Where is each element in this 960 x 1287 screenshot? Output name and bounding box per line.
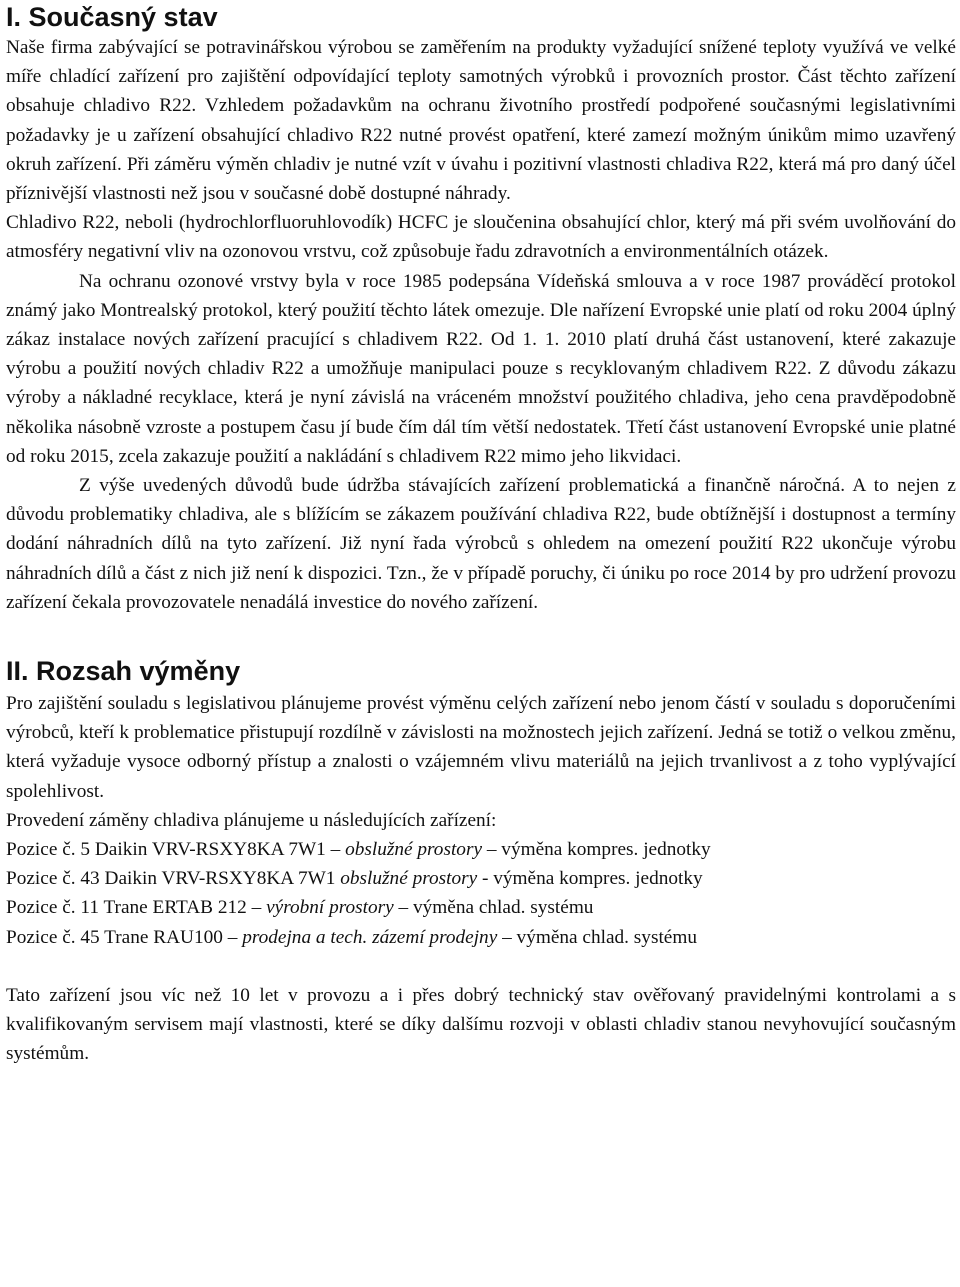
device-list-item (6, 835, 956, 864)
device-list-intro: Provedení záměny chladiva plánujeme u následujících zařízení: (6, 809, 497, 831)
section-2-intro: Pro zajištění souladu s legislativou plánujeme provést výměnu celých zařízení nebo jenom částí v souladu s doporučeními výrobců, kteří k problematice přistupují rozdílně v závislosti na možnostech jejich zařízení. Jedná se totiž o velkou změnu, která vyžaduje vysoce odborný přístup a znalosti o vzájemném vlivu materiálů na jejich trvanlivost a z toho vyplývající spolehlivost. (6, 693, 956, 802)
device-list-item (6, 893, 956, 922)
section-1-heading: I. Současný stav (6, 2, 218, 32)
section-2-closing: Tato zařízení jsou víc než 10 let v provozu a i přes dobrý technický stav ověřovaný pravidelnými kontrolami a s kvalifikovaným servisem mají vlastnosti, které se díky dalšímu rozvoji v oblasti chladiv stanou nevyhovující současným systémům. (6, 984, 956, 1065)
device-action: – výměna chlad. systému (497, 926, 697, 948)
device-area: obslužné prostory (340, 868, 478, 890)
device-name: Pozice č. 43 Daikin VRV-RSXY8KA 7W1 (6, 868, 341, 890)
section-1-paragraph-3: Na ochranu ozonové vrstvy byla v roce 1985 podepsána Vídeňská smlouva a v roce 1987 prováděcí protokol známý jako Montrealský protokol, který použití těchto látek omezuje. Dle nařízení Evropské unie platí od roku 2004 úplný zákaz instalace nových zařízení pracující s chladivem R22. Od 1. 1. 2010 platí druhá část ustanovení, které zakazuje výrobu a použití nových chladiv R22 a umožňuje manipulaci pouze s recyklovaným chladivem R22. Z důvodu zákazu výroby a nákladné recyklace, která je nyní závislá na vráceném množství použitého chladiva, jeho cena pravděpodobně několika násobně vzroste a postupem času jí bude čím dál tím větší nedostatek. Třetí část ustanovení Evropské unie platné od roku 2015, zcela zakazuje použití a nakládání s chladivem R22 mimo jeho likvidaci. (6, 270, 956, 467)
section-1-paragraph-2: Chladivo R22, neboli (hydrochlorfluoruhlovodík) HCFC je sloučenina obsahující chlor, který má při svém uvolňování do atmosféry negativní vliv na ozonovou vrstvu, což způsobuje řadu zdravotních a environmentálních otázek. (6, 212, 956, 263)
device-name: Pozice č. 5 Daikin VRV-RSXY8KA 7W1 – (6, 839, 346, 861)
device-list-item (6, 864, 956, 893)
section-1-paragraph-4: Z výše uvedených důvodů bude údržba stávajících zařízení problematická a finančně náročná. A to nejen z důvodu problematiky chladiva, ale s blížícím se zákazem používání chladiva R22, bude obtížnější i dostupnost a termíny dodání náhradních dílů na tyto zařízení. Již nyní řada výrobců s ohledem na omezení použití R22 ukončuje výrobu náhradních dílů a část z nich již není k dispozici. Tzn., že v případě poruchy, či úniku po roce 2014 by pro udržení provozu zařízení čekala provozovatele nenadálá investice do nového zařízení. (6, 475, 956, 613)
device-action: – výměna chlad. systému (393, 897, 594, 919)
device-name: Pozice č. 45 Trane RAU100 – (6, 926, 243, 948)
device-action: - výměna kompres. jednotky (477, 868, 703, 890)
spacer (6, 952, 956, 981)
device-area: obslužné prostory (345, 839, 483, 861)
section-2-heading: II. Rozsah výměny (6, 656, 241, 687)
device-area: výrobní prostory (266, 897, 394, 919)
device-list (6, 835, 956, 952)
section-1-paragraph-1: Naše firma zabývající se potravinářskou výrobou se zaměřením na produkty vyžadující snížené teploty využívá ve velké míře chladící zařízení pro zajištění odpovídající teploty samotných výrobků i provozních prostor. Část těchto zařízení obsahuje chladivo R22. Vzhledem požadavkům na ochranu životního prostředí podpořené současnými legislativními požadavky je u zařízení obsahující chladivo R22 nutné provést opatření, které zamezí možným únikům mimo uzavřený okruh zařízení. Při záměru výměn chladiv je nutné vzít v úvahu i pozitivní vlastnosti chladiva R22, která má pro daný účel příznivější vlastnosti než jsou v současné době dostupné náhrady. (6, 37, 956, 205)
device-area: prodejna a tech. zázemí prodejny (242, 926, 498, 948)
device-list-item (6, 923, 956, 952)
device-name: Pozice č. 11 Trane ERTAB 212 – (6, 897, 267, 919)
device-action: – výměna kompres. jednotky (482, 839, 711, 861)
document-page (6, 0, 956, 1069)
